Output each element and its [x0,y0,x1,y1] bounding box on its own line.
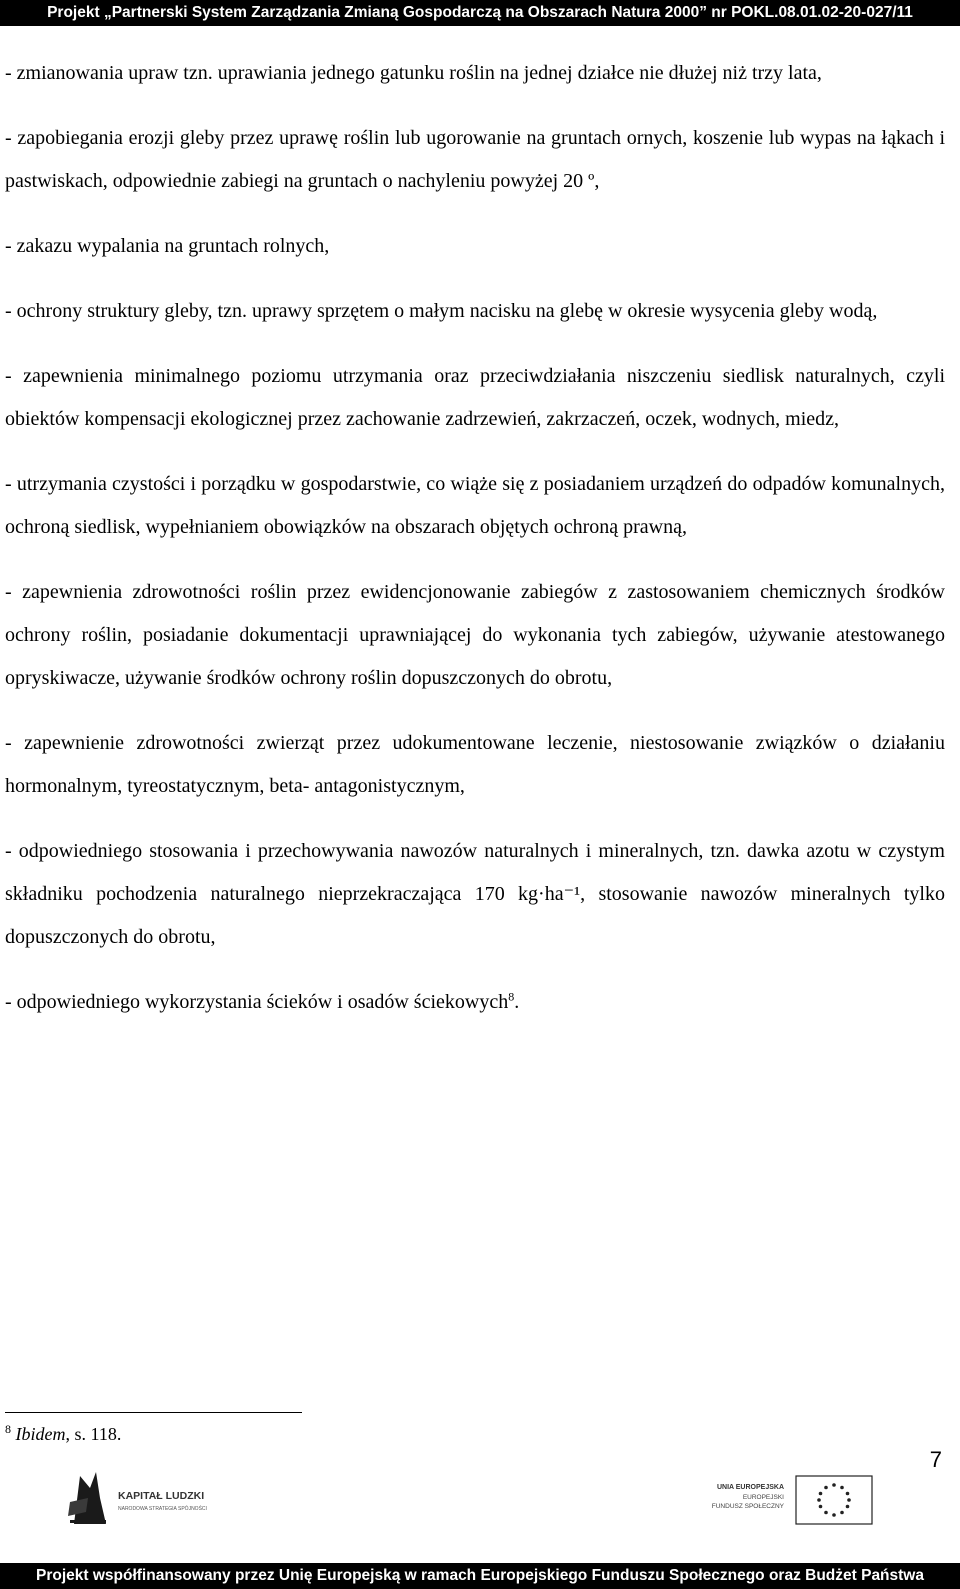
footnote-separator [5,1412,302,1413]
footnote-rest: , s. 118. [65,1424,122,1444]
kapital-ludzki-emblem-icon [68,1472,106,1524]
kapital-ludzki-logo [66,1468,236,1530]
paragraph-7: - zapewnienia zdrowotności roślin przez ewidencjonowanie zabiegów z zastosowaniem chemicznych środków ochrony roślin, posiadanie dokumentacji uprawniającej do wykonania tych zabiegów, używanie atestowanego opryskiwacze, używanie środków ochrony roślin dopuszczonych do obrotu, [5,581,945,689]
footnote [5,1422,121,1446]
logo-left-line-2: NARODOWA STRATEGIA SPÓJNOŚCI [118,1506,207,1512]
paragraph-8: - zapewnienie zdrowotności zwierząt przez udokumentowane leczenie, niestosowanie związków o działaniu hormonalnym, tyreostatycznym, beta- antagonistycznym, [5,732,945,797]
paragraph-4: - ochrony struktury gleby, tzn. uprawy sprzętem o małym nacisku na glebę w okresie wysycenia gleby wodą, [5,300,878,322]
header-project-title: Projekt „Partnerski System Zarządzania Zmianą Gospodarczą na Obszarach Natura 2000” nr POKL.08.01.02-20-027/11 [0,0,960,26]
logo-right-line-1: UNIA EUROPEJSKA [716,1484,784,1491]
document-body [5,52,945,1024]
paragraph-10-text: - odpowiedniego wykorzystania ścieków i osadów ściekowych [5,991,509,1013]
paragraph-5: - zapewnienia minimalnego poziomu utrzymania oraz przeciwdziałania niszczeniu siedlisk naturalnych, czyli obiektów kompensacji ekologicznej przez zachowanie zadrzewień, zakrzaczeń, oczek, wodnych, miedz, [5,365,945,430]
eu-flag-icon [796,1476,872,1524]
paragraph-9: - odpowiedniego stosowania i przechowywania nawozów naturalnych i mineralnych, tzn. dawka azotu w czystym składniku pochodzenia naturalnego nieprzekraczająca 170 kg·ha⁻¹, stosowanie nawozów mineralnych tylko dopuszczonych do obrotu, [5,840,945,948]
unia-europejska-logo [712,1472,877,1527]
footnote-italic: Ibidem [15,1424,66,1444]
paragraph-2: - zapobiegania erozji gleby przez uprawę roślin lub ugorowanie na gruntach ornych, koszenie lub wypas na łąkach i pastwiskach, odpowiednie zabiegi na gruntach o nachyleniu powyżej 20 º, [5,127,945,192]
paragraph-3: - zakazu wypalania na gruntach rolnych, [5,235,330,257]
logo-right-line-2: EUROPEJSKI [742,1494,784,1501]
logo-right-line-3: FUNDUSZ SPOŁECZNY [712,1503,784,1510]
paragraph-10 [5,981,945,1024]
logo-left-line-1: KAPITAŁ LUDZKI [118,1490,205,1502]
page-number: 7 [929,1447,942,1472]
footnote-number: 8 [5,1422,11,1436]
paragraph-1: - zmianowania upraw tzn. uprawiania jednego gatunku roślin na jednej działce nie dłużej niż trzy lata, [5,62,822,84]
paragraph-6: - utrzymania czystości i porządku w gospodarstwie, co wiąże się z posiadaniem urządzeń do odpadów komunalnych, ochroną siedlisk, wypełnianiem obowiązków na obszarach objętych ochroną prawną, [5,473,945,538]
footer-cofinancing: Projekt współfinansowany przez Unię Europejską w ramach Europejskiego Funduszu Społecznego oraz Budżet Państwa [0,1563,960,1589]
footnote-reference[interactable]: 8 [508,989,515,1004]
paragraph-10-end: . [514,991,520,1013]
